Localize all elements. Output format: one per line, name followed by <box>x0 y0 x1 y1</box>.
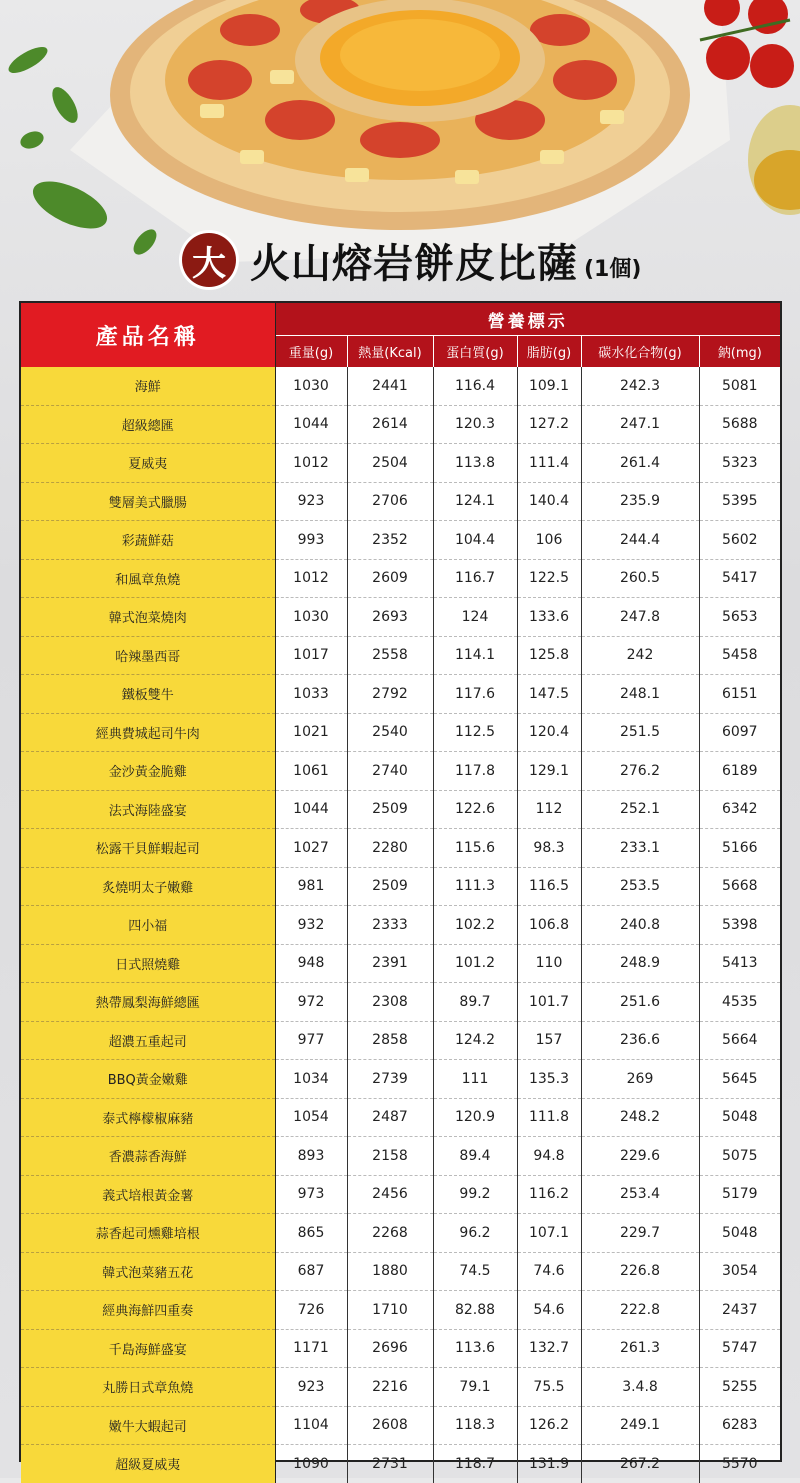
table-row <box>21 1060 780 1099</box>
table-row <box>21 829 780 868</box>
value-cell: 5255 <box>699 1368 780 1407</box>
value-cell: 726 <box>275 1291 347 1330</box>
value-cell: 1034 <box>275 1060 347 1099</box>
value-cell: 2858 <box>347 1021 433 1060</box>
value-cell: 3.4.8 <box>581 1368 699 1407</box>
table-row <box>21 752 780 791</box>
table-row <box>21 675 780 714</box>
value-cell: 2509 <box>347 867 433 906</box>
value-cell: 111 <box>433 1060 517 1099</box>
value-cell: 2308 <box>347 983 433 1022</box>
value-cell: 54.6 <box>517 1291 581 1330</box>
value-cell: 244.4 <box>581 521 699 560</box>
product-name-cell: 鐵板雙牛 <box>21 675 275 714</box>
value-cell: 923 <box>275 1368 347 1407</box>
value-cell: 276.2 <box>581 752 699 791</box>
value-cell: 1044 <box>275 790 347 829</box>
table-row <box>21 1406 780 1445</box>
product-name-cell: 熱帶鳳梨海鮮總匯 <box>21 983 275 1022</box>
value-cell: 972 <box>275 983 347 1022</box>
value-cell: 2693 <box>347 598 433 637</box>
value-cell: 2614 <box>347 405 433 444</box>
table-row <box>21 405 780 444</box>
value-cell: 3054 <box>699 1252 780 1291</box>
value-cell: 106 <box>517 521 581 560</box>
value-cell: 235.9 <box>581 482 699 521</box>
value-cell: 1104 <box>275 1406 347 1445</box>
value-cell: 261.4 <box>581 444 699 483</box>
value-cell: 2740 <box>347 752 433 791</box>
value-cell: 147.5 <box>517 675 581 714</box>
value-cell: 261.3 <box>581 1329 699 1368</box>
table-row <box>21 559 780 598</box>
product-name-cell: 松露干貝鮮蝦起司 <box>21 829 275 868</box>
product-name-cell: 韓式泡菜豬五花 <box>21 1252 275 1291</box>
value-cell: 5413 <box>699 944 780 983</box>
value-cell: 117.6 <box>433 675 517 714</box>
value-cell: 2504 <box>347 444 433 483</box>
table-row <box>21 598 780 637</box>
value-cell: 75.5 <box>517 1368 581 1407</box>
value-cell: 102.2 <box>433 906 517 945</box>
value-cell: 129.1 <box>517 752 581 791</box>
value-cell: 253.5 <box>581 867 699 906</box>
value-cell: 2792 <box>347 675 433 714</box>
column-header: 熱量(Kcal) <box>347 336 433 368</box>
product-name-cell: 超濃五重起司 <box>21 1021 275 1060</box>
value-cell: 1012 <box>275 444 347 483</box>
quantity-label: (1個) <box>584 256 642 282</box>
product-name-cell: 和風章魚燒 <box>21 559 275 598</box>
value-cell: 124 <box>433 598 517 637</box>
value-cell: 2696 <box>347 1329 433 1368</box>
value-cell: 248.9 <box>581 944 699 983</box>
value-cell: 1027 <box>275 829 347 868</box>
value-cell: 110 <box>517 944 581 983</box>
product-name-cell: 四小福 <box>21 906 275 945</box>
value-cell: 1054 <box>275 1098 347 1137</box>
value-cell: 118.3 <box>433 1406 517 1445</box>
value-cell: 248.2 <box>581 1098 699 1137</box>
value-cell: 120.3 <box>433 405 517 444</box>
column-header: 脂肪(g) <box>517 336 581 368</box>
value-cell: 135.3 <box>517 1060 581 1099</box>
value-cell: 5075 <box>699 1137 780 1176</box>
value-cell: 6283 <box>699 1406 780 1445</box>
table-row <box>21 1021 780 1060</box>
value-cell: 89.7 <box>433 983 517 1022</box>
value-cell: 2558 <box>347 636 433 675</box>
value-cell: 122.5 <box>517 559 581 598</box>
table-row <box>21 1137 780 1176</box>
value-cell: 1033 <box>275 675 347 714</box>
product-name-cell: 日式照燒雞 <box>21 944 275 983</box>
product-name-cell: 炙燒明太子嫩雞 <box>21 867 275 906</box>
value-cell: 2609 <box>347 559 433 598</box>
value-cell: 124.1 <box>433 482 517 521</box>
table-row <box>21 1445 780 1483</box>
value-cell: 101.2 <box>433 944 517 983</box>
product-name-cell: 超級總匯 <box>21 405 275 444</box>
value-cell: 111.3 <box>433 867 517 906</box>
table-row <box>21 713 780 752</box>
hero-banner <box>0 0 800 300</box>
value-cell: 5570 <box>699 1445 780 1483</box>
value-cell: 6342 <box>699 790 780 829</box>
nutrition-group-header: 營養標示 <box>275 303 780 336</box>
value-cell: 1880 <box>347 1252 433 1291</box>
value-cell: 251.6 <box>581 983 699 1022</box>
value-cell: 923 <box>275 482 347 521</box>
value-cell: 89.4 <box>433 1137 517 1176</box>
table-row <box>21 906 780 945</box>
value-cell: 111.8 <box>517 1098 581 1137</box>
table-row <box>21 867 780 906</box>
value-cell: 94.8 <box>517 1137 581 1176</box>
value-cell: 2437 <box>699 1291 780 1330</box>
value-cell: 2158 <box>347 1137 433 1176</box>
value-cell: 116.5 <box>517 867 581 906</box>
value-cell: 242.3 <box>581 367 699 405</box>
value-cell: 114.1 <box>433 636 517 675</box>
product-name-cell: BBQ黃金嫩雞 <box>21 1060 275 1099</box>
value-cell: 2731 <box>347 1445 433 1483</box>
value-cell: 120.4 <box>517 713 581 752</box>
value-cell: 687 <box>275 1252 347 1291</box>
product-name-cell: 經典海鮮四重奏 <box>21 1291 275 1330</box>
value-cell: 247.1 <box>581 405 699 444</box>
product-name-header: 產品名稱 <box>21 303 275 367</box>
value-cell: 96.2 <box>433 1214 517 1253</box>
value-cell: 5688 <box>699 405 780 444</box>
value-cell: 2280 <box>347 829 433 868</box>
value-cell: 1021 <box>275 713 347 752</box>
value-cell: 5048 <box>699 1098 780 1137</box>
product-name-cell: 夏威夷 <box>21 444 275 483</box>
value-cell: 1012 <box>275 559 347 598</box>
value-cell: 74.5 <box>433 1252 517 1291</box>
value-cell: 2352 <box>347 521 433 560</box>
value-cell: 106.8 <box>517 906 581 945</box>
value-cell: 5179 <box>699 1175 780 1214</box>
value-cell: 74.6 <box>517 1252 581 1291</box>
value-cell: 248.1 <box>581 675 699 714</box>
value-cell: 269 <box>581 1060 699 1099</box>
value-cell: 117.8 <box>433 752 517 791</box>
value-cell: 111.4 <box>517 444 581 483</box>
product-name-cell: 超級夏威夷 <box>21 1445 275 1483</box>
value-cell: 6097 <box>699 713 780 752</box>
value-cell: 251.5 <box>581 713 699 752</box>
table-row <box>21 521 780 560</box>
product-name-cell: 海鮮 <box>21 367 275 405</box>
value-cell: 5323 <box>699 444 780 483</box>
value-cell: 977 <box>275 1021 347 1060</box>
value-cell: 2268 <box>347 1214 433 1253</box>
value-cell: 236.6 <box>581 1021 699 1060</box>
size-badge: 大 <box>182 233 236 287</box>
value-cell: 99.2 <box>433 1175 517 1214</box>
tomato-icon <box>700 0 794 88</box>
value-cell: 1710 <box>347 1291 433 1330</box>
value-cell: 2456 <box>347 1175 433 1214</box>
value-cell: 107.1 <box>517 1214 581 1253</box>
value-cell: 2441 <box>347 367 433 405</box>
value-cell: 5417 <box>699 559 780 598</box>
value-cell: 98.3 <box>517 829 581 868</box>
value-cell: 131.9 <box>517 1445 581 1483</box>
table-row <box>21 482 780 521</box>
value-cell: 113.6 <box>433 1329 517 1368</box>
value-cell: 1017 <box>275 636 347 675</box>
value-cell: 112.5 <box>433 713 517 752</box>
value-cell: 253.4 <box>581 1175 699 1214</box>
column-header: 碳水化合物(g) <box>581 336 699 368</box>
value-cell: 5602 <box>699 521 780 560</box>
value-cell: 4535 <box>699 983 780 1022</box>
value-cell: 226.8 <box>581 1252 699 1291</box>
value-cell: 2706 <box>347 482 433 521</box>
value-cell: 2391 <box>347 944 433 983</box>
column-header: 鈉(mg) <box>699 336 780 368</box>
value-cell: 5645 <box>699 1060 780 1099</box>
product-name-cell: 蒜香起司燻雞培根 <box>21 1214 275 1253</box>
value-cell: 5081 <box>699 367 780 405</box>
value-cell: 5398 <box>699 906 780 945</box>
value-cell: 115.6 <box>433 829 517 868</box>
value-cell: 1030 <box>275 598 347 637</box>
table-row <box>21 1368 780 1407</box>
column-header: 重量(g) <box>275 336 347 368</box>
value-cell: 932 <box>275 906 347 945</box>
product-name-cell: 彩蔬鮮菇 <box>21 521 275 560</box>
value-cell: 79.1 <box>433 1368 517 1407</box>
table-row <box>21 1098 780 1137</box>
value-cell: 5166 <box>699 829 780 868</box>
product-name-cell: 丸勝日式章魚燒 <box>21 1368 275 1407</box>
value-cell: 113.8 <box>433 444 517 483</box>
value-cell: 893 <box>275 1137 347 1176</box>
value-cell: 2216 <box>347 1368 433 1407</box>
value-cell: 247.8 <box>581 598 699 637</box>
value-cell: 157 <box>517 1021 581 1060</box>
value-cell: 104.4 <box>433 521 517 560</box>
value-cell: 948 <box>275 944 347 983</box>
value-cell: 133.6 <box>517 598 581 637</box>
column-header: 蛋白質(g) <box>433 336 517 368</box>
value-cell: 2333 <box>347 906 433 945</box>
table-row <box>21 1329 780 1368</box>
product-name-cell: 泰式檸檬椒麻豬 <box>21 1098 275 1137</box>
value-cell: 5747 <box>699 1329 780 1368</box>
value-cell: 118.7 <box>433 1445 517 1483</box>
value-cell: 2487 <box>347 1098 433 1137</box>
value-cell: 1030 <box>275 367 347 405</box>
value-cell: 229.6 <box>581 1137 699 1176</box>
table-row <box>21 636 780 675</box>
value-cell: 242 <box>581 636 699 675</box>
value-cell: 260.5 <box>581 559 699 598</box>
value-cell: 5458 <box>699 636 780 675</box>
value-cell: 116.2 <box>517 1175 581 1214</box>
value-cell: 116.7 <box>433 559 517 598</box>
table-row <box>21 367 780 405</box>
value-cell: 116.4 <box>433 367 517 405</box>
value-cell: 222.8 <box>581 1291 699 1330</box>
table-row <box>21 790 780 829</box>
olive-oil-icon <box>748 105 800 215</box>
product-name-cell: 義式培根黃金薯 <box>21 1175 275 1214</box>
product-name-cell: 金沙黃金脆雞 <box>21 752 275 791</box>
value-cell: 2540 <box>347 713 433 752</box>
value-cell: 1090 <box>275 1445 347 1483</box>
table-row <box>21 1175 780 1214</box>
product-name-cell: 哈辣墨西哥 <box>21 636 275 675</box>
product-name-cell: 嫩牛大蝦起司 <box>21 1406 275 1445</box>
value-cell: 973 <box>275 1175 347 1214</box>
value-cell: 5668 <box>699 867 780 906</box>
product-name-cell: 法式海陸盛宴 <box>21 790 275 829</box>
value-cell: 127.2 <box>517 405 581 444</box>
value-cell: 122.6 <box>433 790 517 829</box>
value-cell: 267.2 <box>581 1445 699 1483</box>
value-cell: 993 <box>275 521 347 560</box>
value-cell: 2608 <box>347 1406 433 1445</box>
value-cell: 2509 <box>347 790 433 829</box>
value-cell: 6189 <box>699 752 780 791</box>
product-name-cell: 雙層美式臘腸 <box>21 482 275 521</box>
value-cell: 109.1 <box>517 367 581 405</box>
value-cell: 229.7 <box>581 1214 699 1253</box>
value-cell: 249.1 <box>581 1406 699 1445</box>
value-cell: 233.1 <box>581 829 699 868</box>
value-cell: 124.2 <box>433 1021 517 1060</box>
value-cell: 5653 <box>699 598 780 637</box>
value-cell: 132.7 <box>517 1329 581 1368</box>
product-name-cell: 韓式泡菜燒肉 <box>21 598 275 637</box>
table-row <box>21 1214 780 1253</box>
product-name-cell: 香濃蒜香海鮮 <box>21 1137 275 1176</box>
value-cell: 240.8 <box>581 906 699 945</box>
value-cell: 125.8 <box>517 636 581 675</box>
table-row <box>21 444 780 483</box>
value-cell: 1171 <box>275 1329 347 1368</box>
title-row <box>182 232 641 288</box>
value-cell: 2739 <box>347 1060 433 1099</box>
table-row <box>21 1252 780 1291</box>
value-cell: 140.4 <box>517 482 581 521</box>
value-cell: 101.7 <box>517 983 581 1022</box>
table-row <box>21 983 780 1022</box>
value-cell: 126.2 <box>517 1406 581 1445</box>
value-cell: 1061 <box>275 752 347 791</box>
page-title: 火山熔岩餅皮比薩 <box>250 240 578 287</box>
product-name-cell: 經典費城起司牛肉 <box>21 713 275 752</box>
value-cell: 5395 <box>699 482 780 521</box>
value-cell: 865 <box>275 1214 347 1253</box>
value-cell: 112 <box>517 790 581 829</box>
value-cell: 120.9 <box>433 1098 517 1137</box>
value-cell: 5048 <box>699 1214 780 1253</box>
value-cell: 6151 <box>699 675 780 714</box>
product-name-cell: 千島海鮮盛宴 <box>21 1329 275 1368</box>
value-cell: 5664 <box>699 1021 780 1060</box>
value-cell: 981 <box>275 867 347 906</box>
value-cell: 252.1 <box>581 790 699 829</box>
value-cell: 1044 <box>275 405 347 444</box>
value-cell: 82.88 <box>433 1291 517 1330</box>
table-row <box>21 1291 780 1330</box>
table-row <box>21 944 780 983</box>
nutrition-table <box>19 301 782 1474</box>
